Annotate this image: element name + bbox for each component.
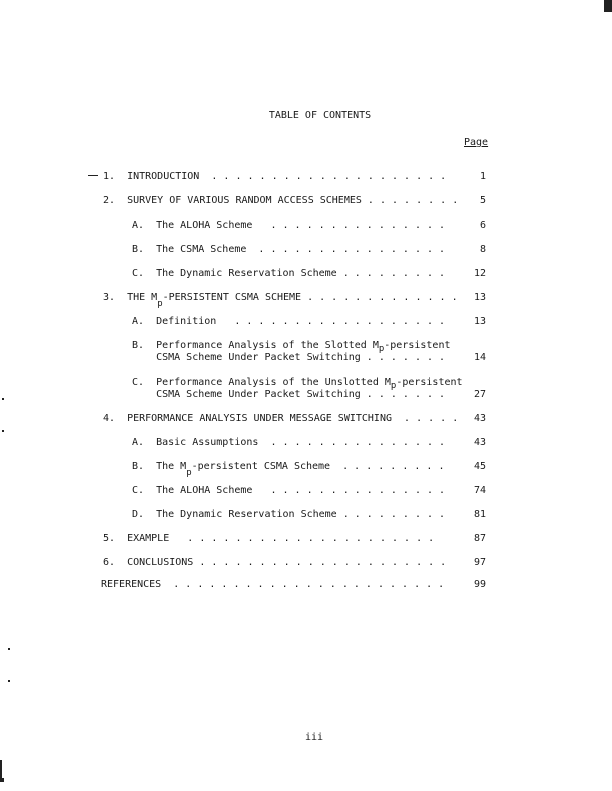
toc-entry-slotted-line1b: -persistent [384, 340, 451, 351]
toc-page-unslotted-analysis: 27 [473, 389, 486, 400]
toc-page-aloha-scheme: 6 [479, 220, 486, 231]
toc-entry-message-switching: 4. PERFORMANCE ANALYSIS UNDER MESSAGE SWITCHING . . . . . [103, 413, 459, 424]
toc-entry-aloha-scheme: A. The ALOHA Scheme . . . . . . . . . . . . . . . [132, 220, 446, 231]
toc-entry-basic-assumptions: A. Basic Assumptions . . . . . . . . . . . . . . . [132, 437, 446, 448]
scan-artifact-edge-mark [0, 778, 4, 782]
toc-entry-mp-csma-a: B. The M [132, 461, 187, 472]
scan-artifact-dot [2, 398, 4, 400]
toc-entry-csma-scheme: B. The CSMA Scheme . . . . . . . . . . . . . . . . [132, 244, 446, 255]
toc-page-survey: 5 [479, 195, 486, 206]
subscript-p: p [390, 381, 397, 391]
toc-entry-dynamic-reservation-2: D. The Dynamic Reservation Scheme . . . . . . . . . [132, 509, 446, 520]
toc-title: TABLE OF CONTENTS [268, 110, 372, 121]
scan-artifact-dot [2, 430, 4, 432]
toc-page-csma-scheme: 8 [479, 244, 486, 255]
scan-artifact-corner [604, 0, 612, 12]
toc-page-basic-assumptions: 43 [473, 437, 486, 448]
toc-page-dynamic-reservation: 12 [473, 268, 486, 279]
subscript-p: p [378, 344, 385, 354]
toc-entry-references: REFERENCES . . . . . . . . . . . . . . . . . . . . . . . [101, 579, 445, 590]
toc-entry-slotted-line2: CSMA Scheme Under Packet Switching . . . . . . . [132, 352, 446, 363]
toc-page-definition: 13 [473, 316, 486, 327]
scan-artifact-arrow [88, 175, 98, 176]
toc-entry-unslotted-line2: CSMA Scheme Under Packet Switching . . . . . . . [132, 389, 446, 400]
toc-entry-aloha-scheme-2: C. The ALOHA Scheme . . . . . . . . . . . . . . . [132, 485, 446, 496]
toc-entry-mp-persistent-b: -PERSISTENT CSMA SCHEME . . . . . . . . . . . . . [162, 292, 458, 303]
toc-entry-mp-csma-scheme [132, 461, 445, 478]
toc-entry-mp-persistent [103, 292, 458, 309]
toc-entry-unslotted-analysis [132, 377, 463, 389]
toc-page-aloha-scheme-2: 74 [473, 485, 486, 496]
footer-page-number: iii [304, 732, 324, 743]
toc-page-mp-persistent: 13 [473, 292, 486, 303]
toc-entry-conclusions: 6. CONCLUSIONS . . . . . . . . . . . . . . . . . . . . . [103, 557, 447, 568]
toc-page-example: 87 [473, 533, 486, 544]
toc-entry-unslotted-line1b: -persistent [396, 377, 463, 388]
toc-entry-slotted-analysis [132, 340, 451, 352]
toc-entry-introduction: 1. INTRODUCTION . . . . . . . . . . . . . . . . . . . . [103, 171, 447, 182]
page-label: Page [464, 137, 489, 148]
toc-page-message-switching: 43 [473, 413, 486, 424]
toc-entry-definition: A. Definition . . . . . . . . . . . . . . . . . . [132, 316, 446, 327]
subscript-p: p [186, 468, 192, 478]
toc-entry-survey: 2. SURVEY OF VARIOUS RANDOM ACCESS SCHEMES . . . . . . . . [103, 195, 459, 206]
toc-entry-example: 5. EXAMPLE . . . . . . . . . . . . . . . . . . . . . [103, 533, 435, 544]
toc-page-mp-csma-scheme: 45 [473, 461, 486, 472]
toc-entry-mp-persistent-a: 3. THE M [103, 292, 158, 303]
scan-artifact-edge [0, 760, 2, 780]
toc-entry-mp-csma-b: -persistent CSMA Scheme . . . . . . . . . [191, 461, 445, 472]
toc-page-conclusions: 97 [473, 557, 486, 568]
scan-artifact-dot [8, 648, 10, 650]
subscript-p: p [157, 299, 163, 309]
toc-page-dynamic-reservation-2: 81 [473, 509, 486, 520]
page-column-header [464, 137, 488, 149]
toc-page-references: 99 [473, 579, 486, 590]
toc-page-introduction: 1 [479, 171, 486, 182]
toc-entry-unslotted-line1a: C. Performance Analysis of the Unslotted M [132, 377, 391, 388]
toc-page-slotted-analysis: 14 [473, 352, 486, 363]
scan-artifact-dot [8, 680, 10, 682]
toc-entry-slotted-line1a: B. Performance Analysis of the Slotted M [132, 340, 379, 351]
toc-entry-dynamic-reservation: C. The Dynamic Reservation Scheme . . . . . . . . . [132, 268, 446, 279]
